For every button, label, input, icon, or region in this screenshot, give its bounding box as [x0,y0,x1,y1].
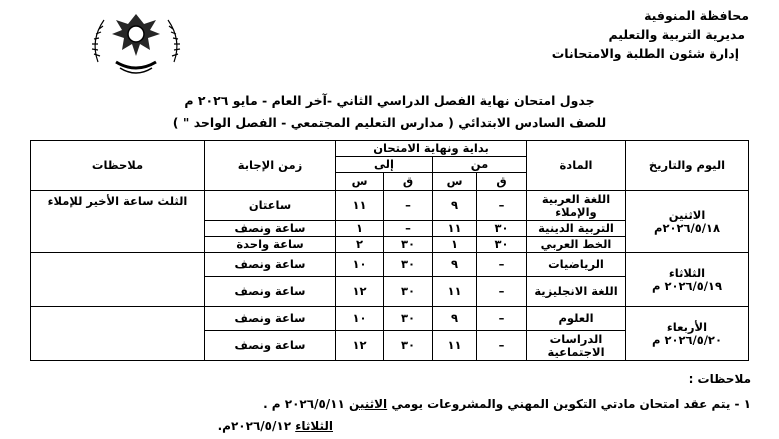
from-hour-cell: ١ [433,237,477,253]
notes-cell [31,307,205,361]
to-hour-cell: ١٢ [336,277,384,307]
header-answer-time: زمن الإجابة [205,141,336,191]
from-minute-cell: – [477,277,527,307]
table-row [31,253,749,277]
duration-cell: ساعة ونصف [205,331,336,361]
duration-cell: ساعتان [205,191,336,221]
day-name: الاثنين [668,207,706,222]
header-exam-time: بداية ونهاية الامتحان [336,141,527,157]
from-hour-cell: ١١ [433,221,477,237]
subject-cell: التربية الدينية [527,221,626,237]
notes-cell: الثلث ساعة الأخير للإملاء [31,191,205,253]
schedule-title: جدول امتحان نهاية الفصل الدراسي الثاني -آخر العام - مايو ٢٠٢٦ م [184,93,595,108]
note-item-1-date: ٢٠٢٦/٥/١١ م . [263,397,345,411]
from-minute-cell: – [477,253,527,277]
note-item-1-day: الاثنين [349,397,388,411]
header-from-hour: س [433,173,477,191]
note-item-1-text: ١ - يتم عقد امتحان مادتي التكوين المهني والمشروعات يومي [391,397,751,411]
notes-heading: ملاحظات : [688,372,751,386]
ministry-eagle-emblem [86,4,186,80]
day-date: ٢٠٢٦/٥/٢٠ م [652,332,722,347]
to-hour-cell: ١٠ [336,307,384,331]
to-hour-cell: ١ [336,221,384,237]
to-minute-cell: ٣٠ [384,307,433,331]
directorate-name: مديرية التربية والتعليم [608,27,745,42]
header-subject: المادة [527,141,626,191]
subject-cell: اللغة الانجليزية [527,277,626,307]
duration-cell: ساعة ونصف [205,253,336,277]
to-hour-cell: ١١ [336,191,384,221]
notes-cell [31,253,205,307]
subject-cell: الدراسات الاجتماعية [527,331,626,361]
note-item-1 [263,397,751,411]
duration-cell: ساعة ونصف [205,307,336,331]
day-date: ٢٠٢٦/٥/١٨م [654,220,720,235]
header-notes: ملاحظات [31,141,205,191]
header-to-hour: س [336,173,384,191]
from-minute-cell: – [477,191,527,221]
note-item-2-day: الثلاثاء [295,419,333,433]
subject-cell: الخط العربي [527,237,626,253]
to-hour-cell: ١٢ [336,331,384,361]
from-hour-cell: ٩ [433,191,477,221]
duration-cell: ساعة ونصف [205,277,336,307]
from-minute-cell: – [477,307,527,331]
to-minute-cell: ٣٠ [384,331,433,361]
header-from-minute: ق [477,173,527,191]
schedule-subtitle: للصف السادس الابتدائي ( مدارس التعليم المجتمعي - الفصل الواحد " ) [172,115,607,130]
day-cell [626,253,749,307]
to-minute-cell: ٣٠ [384,253,433,277]
day-cell [626,191,749,253]
note-item-2 [218,419,333,433]
header-to-minute: ق [384,173,433,191]
to-minute-cell: – [384,191,433,221]
governorate-name: محافظة المنوفية [644,8,749,23]
to-minute-cell: – [384,221,433,237]
from-minute-cell: ٣٠ [477,237,527,253]
to-minute-cell: ٣٠ [384,277,433,307]
from-hour-cell: ٩ [433,253,477,277]
from-hour-cell: ١١ [433,277,477,307]
department-name: إدارة شئون الطلبة والامتحانات [551,46,739,61]
table-row [31,307,749,331]
subject-cell: الرياضيات [527,253,626,277]
from-hour-cell: ١١ [433,331,477,361]
from-hour-cell: ٩ [433,307,477,331]
note-item-2-date: ٢٠٢٦/٥/١٢م. [217,419,292,433]
directorate-header [509,6,749,63]
from-minute-cell: – [477,331,527,361]
table-row [31,191,749,221]
header-day-date: اليوم والتاريخ [626,141,749,191]
day-name: الثلاثاء [668,265,706,280]
subject-cell: اللغة العربية والإملاء [527,191,626,221]
exam-schedule-table [30,140,749,361]
day-date: ٢٠٢٦/٥/١٩ م [652,278,722,293]
subject-cell: العلوم [527,307,626,331]
from-minute-cell: ٣٠ [477,221,527,237]
duration-cell: ساعة ونصف [205,221,336,237]
to-hour-cell: ١٠ [336,253,384,277]
day-cell [626,307,749,361]
header-from: من [433,157,527,173]
header-to: إلى [336,157,433,173]
to-minute-cell: ٣٠ [384,237,433,253]
day-name: الأربعاء [666,319,708,334]
duration-cell: ساعة واحدة [205,237,336,253]
to-hour-cell: ٢ [336,237,384,253]
